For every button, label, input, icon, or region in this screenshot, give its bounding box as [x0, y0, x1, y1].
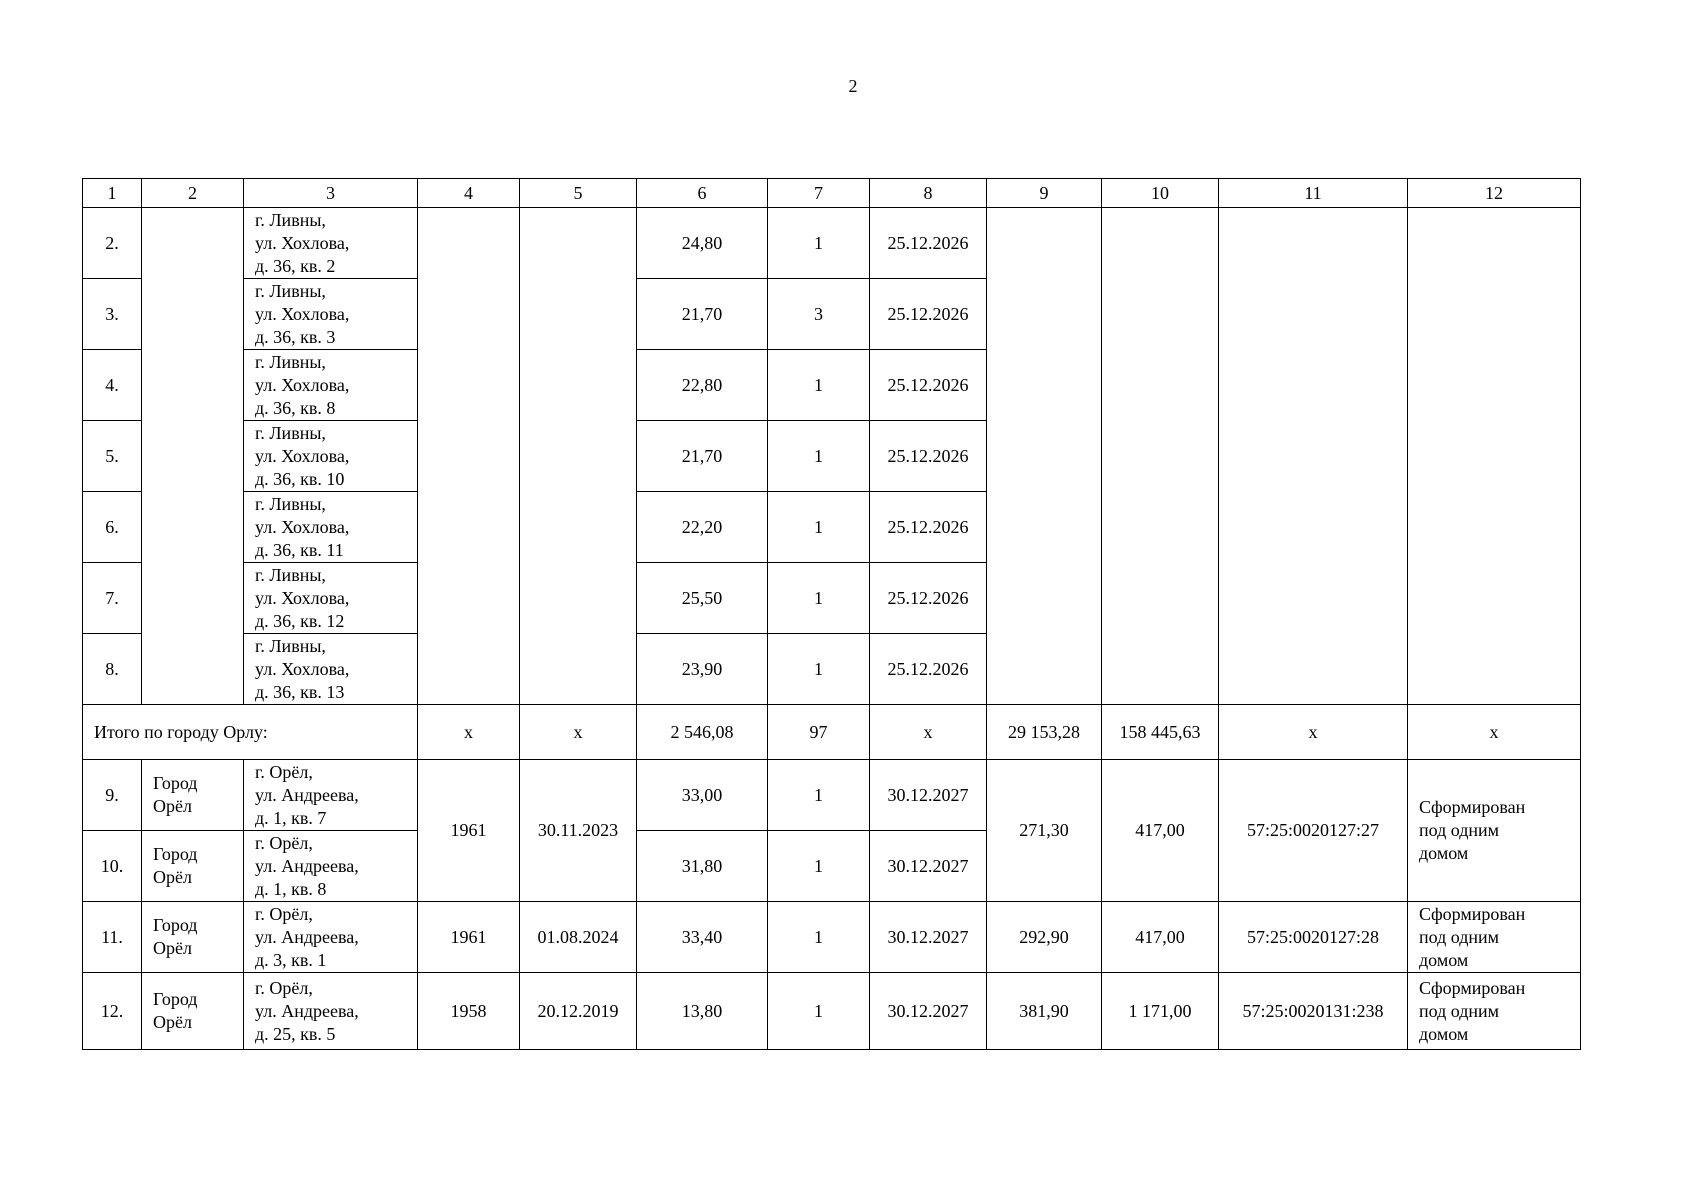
land-area-cell: 292,90 [987, 902, 1102, 973]
row-number: 8. [83, 634, 142, 705]
area-cell: 23,90 [637, 634, 768, 705]
total-land-area: 29 153,28 [987, 705, 1102, 760]
header-cell: 11 [1219, 179, 1408, 208]
deadline-cell: 25.12.2026 [870, 563, 987, 634]
row-number: 7. [83, 563, 142, 634]
cadastral-cell [1219, 208, 1408, 705]
area-cell: 25,50 [637, 563, 768, 634]
residents-cell: 3 [768, 279, 870, 350]
table-row [83, 208, 1581, 279]
address-cell: г. Орёл, ул. Андреева, д. 3, кв. 1 [244, 902, 418, 973]
area-cell: 21,70 [637, 421, 768, 492]
residents-cell: 1 [768, 208, 870, 279]
area-cell: 13,80 [637, 973, 768, 1050]
address-cell: г. Ливны, ул. Хохлова, д. 36, кв. 11 [244, 492, 418, 563]
deadline-cell: 25.12.2026 [870, 492, 987, 563]
row-number: 3. [83, 279, 142, 350]
table-row [83, 973, 1581, 1050]
land-area-cell: 271,30 [987, 760, 1102, 902]
residents-cell: 1 [768, 421, 870, 492]
residents-cell: 1 [768, 492, 870, 563]
header-cell: 8 [870, 179, 987, 208]
area-cell: 33,00 [637, 760, 768, 831]
header-cell: 5 [520, 179, 637, 208]
land-area-cell [987, 208, 1102, 705]
deadline-cell: 30.12.2027 [870, 973, 987, 1050]
address-cell: г. Ливны, ул. Хохлова, д. 36, кв. 2 [244, 208, 418, 279]
residents-cell: 1 [768, 760, 870, 831]
year-cell: 1958 [418, 973, 520, 1050]
cost-cell [1102, 208, 1219, 705]
address-cell: г. Ливны, ул. Хохлова, д. 36, кв. 12 [244, 563, 418, 634]
year-cell [418, 208, 520, 705]
municipality-cell: Город Орёл [142, 902, 244, 973]
page-number: 2 [848, 76, 858, 96]
housing-table [82, 178, 1581, 1050]
row-number: 12. [83, 973, 142, 1050]
header-cell: 7 [768, 179, 870, 208]
recognition-date-cell: 30.11.2023 [520, 760, 637, 902]
address-cell: г. Ливны, ул. Хохлова, д. 36, кв. 13 [244, 634, 418, 705]
total-cell: х [418, 705, 520, 760]
header-cell: 3 [244, 179, 418, 208]
note-cell: Сформирован под одним домом [1408, 760, 1581, 902]
municipality-cell: Город Орёл [142, 831, 244, 902]
cadastral-cell: 57:25:0020127:28 [1219, 902, 1408, 973]
municipality-cell [142, 208, 244, 705]
cost-cell: 417,00 [1102, 760, 1219, 902]
recognition-date-cell: 01.08.2024 [520, 902, 637, 973]
row-number: 11. [83, 902, 142, 973]
area-cell: 24,80 [637, 208, 768, 279]
recognition-date-cell [520, 208, 637, 705]
address-cell: г. Ливны, ул. Хохлова, д. 36, кв. 10 [244, 421, 418, 492]
area-cell: 33,40 [637, 902, 768, 973]
table-row [83, 760, 1581, 831]
cadastral-cell: 57:25:0020131:238 [1219, 973, 1408, 1050]
note-cell: Сформирован под одним домом [1408, 973, 1581, 1050]
total-cell: х [870, 705, 987, 760]
row-number: 5. [83, 421, 142, 492]
header-cell: 12 [1408, 179, 1581, 208]
header-cell: 1 [83, 179, 142, 208]
area-cell: 22,20 [637, 492, 768, 563]
deadline-cell: 30.12.2027 [870, 760, 987, 831]
cadastral-cell: 57:25:0020127:27 [1219, 760, 1408, 902]
deadline-cell: 25.12.2026 [870, 208, 987, 279]
residents-cell: 1 [768, 563, 870, 634]
address-cell: г. Ливны, ул. Хохлова, д. 36, кв. 8 [244, 350, 418, 421]
recognition-date-cell: 20.12.2019 [520, 973, 637, 1050]
total-residents: 97 [768, 705, 870, 760]
header-cell: 6 [637, 179, 768, 208]
header-cell: 4 [418, 179, 520, 208]
year-cell: 1961 [418, 760, 520, 902]
total-label: Итого по городу Орлу: [83, 705, 418, 760]
address-cell: г. Орёл, ул. Андреева, д. 1, кв. 7 [244, 760, 418, 831]
land-area-cell: 381,90 [987, 973, 1102, 1050]
note-cell: Сформирован под одним домом [1408, 902, 1581, 973]
cost-cell: 417,00 [1102, 902, 1219, 973]
row-number: 9. [83, 760, 142, 831]
year-cell: 1961 [418, 902, 520, 973]
row-number: 2. [83, 208, 142, 279]
deadline-cell: 30.12.2027 [870, 902, 987, 973]
total-cost: 158 445,63 [1102, 705, 1219, 760]
total-cell: х [1408, 705, 1581, 760]
table-row [83, 902, 1581, 973]
total-cell: х [520, 705, 637, 760]
row-number: 6. [83, 492, 142, 563]
residents-cell: 1 [768, 634, 870, 705]
address-cell: г. Орёл, ул. Андреева, д. 1, кв. 8 [244, 831, 418, 902]
note-cell [1408, 208, 1581, 705]
address-cell: г. Ливны, ул. Хохлова, д. 36, кв. 3 [244, 279, 418, 350]
area-cell: 21,70 [637, 279, 768, 350]
header-cell: 10 [1102, 179, 1219, 208]
header-cell: 2 [142, 179, 244, 208]
total-cell: х [1219, 705, 1408, 760]
row-number: 10. [83, 831, 142, 902]
municipality-cell: Город Орёл [142, 760, 244, 831]
deadline-cell: 30.12.2027 [870, 831, 987, 902]
deadline-cell: 25.12.2026 [870, 634, 987, 705]
deadline-cell: 25.12.2026 [870, 421, 987, 492]
area-cell: 31,80 [637, 831, 768, 902]
total-area: 2 546,08 [637, 705, 768, 760]
municipality-cell: Город Орёл [142, 973, 244, 1050]
address-cell: г. Орёл, ул. Андреева, д. 25, кв. 5 [244, 973, 418, 1050]
residents-cell: 1 [768, 902, 870, 973]
deadline-cell: 25.12.2026 [870, 279, 987, 350]
deadline-cell: 25.12.2026 [870, 350, 987, 421]
residents-cell: 1 [768, 831, 870, 902]
area-cell: 22,80 [637, 350, 768, 421]
column-number-row [83, 179, 1581, 208]
cost-cell: 1 171,00 [1102, 973, 1219, 1050]
row-number: 4. [83, 350, 142, 421]
residents-cell: 1 [768, 350, 870, 421]
total-row [83, 705, 1581, 760]
residents-cell: 1 [768, 973, 870, 1050]
header-cell: 9 [987, 179, 1102, 208]
